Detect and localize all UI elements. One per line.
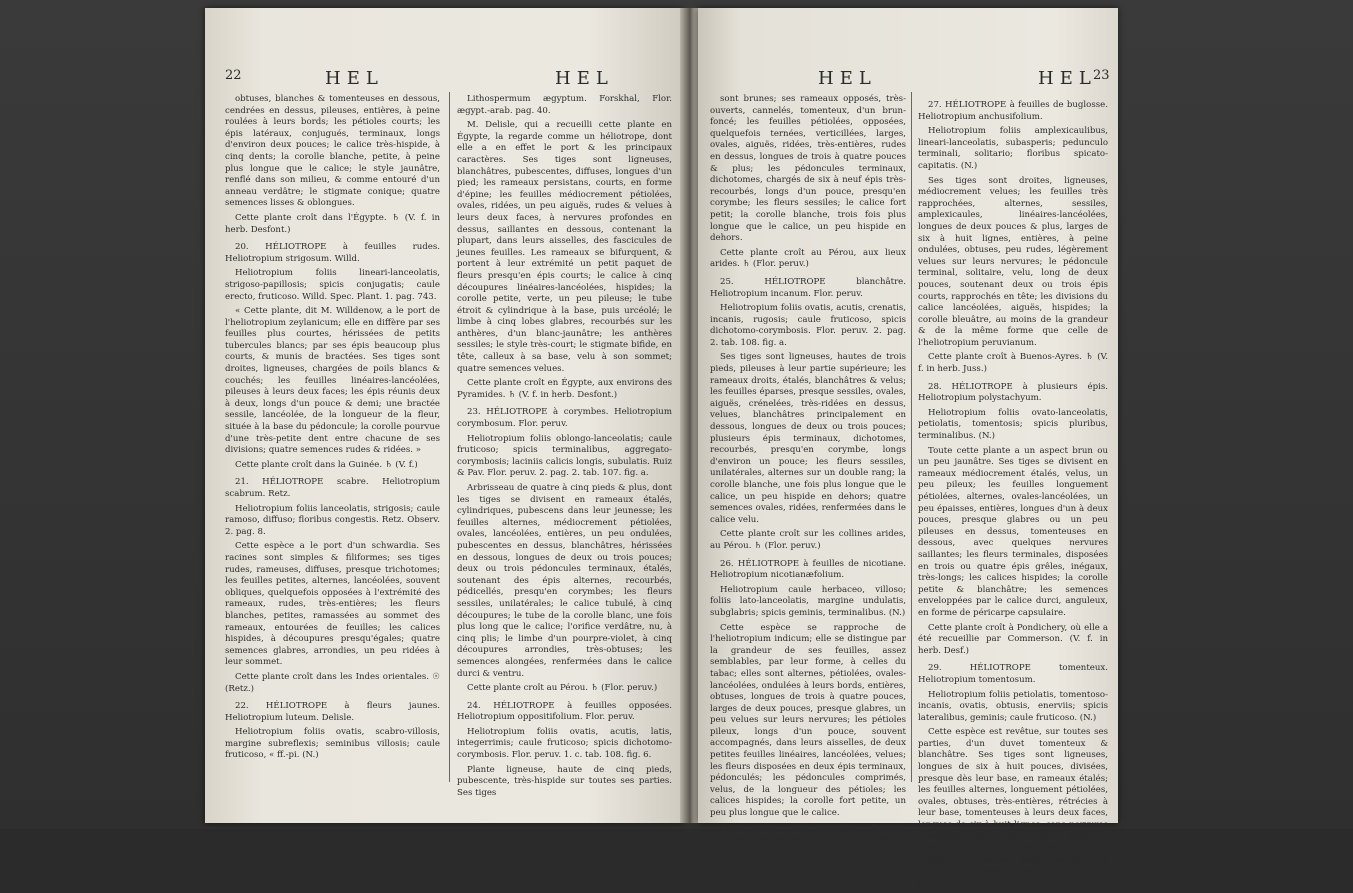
paragraph: Heliotropium caule herbaceo, villoso; foliis lato-lanceolatis, margine undulatis, subglabris; spicis geminis, terminalibus. (N.) bbox=[710, 584, 906, 618]
paragraph: Heliotropium foliis lineari-lanceolatis, strigoso-papillosis; spicis conjugatis; caule erecto, fruticoso. Willd. Spec. Plant. 1. pag. 743. bbox=[225, 268, 440, 302]
paragraph: Cette plante a été recueillie à Buenos-Ayres par Commerson. (V. f. in herb. Juss.) bbox=[710, 822, 906, 845]
paragraph: Cette plante croît à Buenos-Ayres. ♄ (V. f. in herb. Juss.) bbox=[918, 352, 1108, 375]
left-column-1 bbox=[225, 94, 440, 765]
paragraph: « Cette plante, dit M. Willdenow, a le port de l'heliotropium zeylanicum; elle en diffère par ses feuilles plus courtes, hérissées de petits tubercules blancs; par ses épis beaucoup plus courts, & munis de bractées. Ses tiges sont droites, ligneuses, chargées de poils blancs & couchés; les feuilles linéaires-lancéolées, pileuses à leurs deux faces; les épis réunis deux à deux, longs d'un pouce & demi; une bractée sessile, lancéolée, de la longueur de la fleur, située à la base du pédoncule; la corolle pourvue d'une très-petite dent entre chacune de ses divisions; quatre semences rudes & ridées. » bbox=[225, 306, 440, 456]
paragraph: Cette plante croît à Pondichery, où elle a été recueillie par Commerson. (V. f. in herb. Desf.) bbox=[918, 622, 1108, 656]
paragraph: Heliotropium foliis oblongo-lanceolatis; caule fruticoso; spicis terminalibus, aggregato-corymbosis; laciniis calicis longis, subulatis. Ruiz & Pav. Flor. peruv. 2. pag. 2. tab. 107. fig. a. bbox=[457, 433, 672, 479]
right-page bbox=[698, 8, 1118, 888]
paragraph: Heliotropium foliis ovatis, acutis, crenatis, incanis, rugosis; caule fruticoso, spicis dichotomo-corymbosis. Flor. peruv. 2. pag. 2. tab. 108. fig. a. bbox=[710, 303, 906, 348]
paragraph: Cette plante croît au Pérou. ♄ (Flor. peruv.) bbox=[467, 683, 658, 694]
paragraph: Heliotropium foliis amplexicaulibus, lineari-lanceolatis, subasperis; pedunculo terminali, solitario; floribus spicato-capitatis. (N.) bbox=[918, 126, 1108, 171]
paragraph: Cette espèce a le port d'un schwardia. Ses racines sont simples & filiformes; ses tiges rudes, rameuses, diffuses, presque trichotomes; les feuilles petites, alternes, lancéolées, souvent obliques, quelquefois opposées à l'extrémité des rameaux, rudes, très-entières; les fleurs blanches, petites, ramassées au sommet des rameaux, entourées de feuilles; les calices hispides, à découpures presqu'égales; quatre semences glabres, arrondies, un peu ridées à leur sommet. bbox=[225, 541, 440, 668]
running-head-left-col1: HEL bbox=[325, 68, 384, 89]
paragraph: Cette plante croît dans les Indes orientales. ☉ (Retz.) bbox=[225, 671, 440, 694]
paragraph: 22. HÉLIOTROPE à fleurs jaunes. Heliotropium luteum. Delisle. bbox=[225, 701, 440, 723]
paragraph: Heliotropium foliis ovato-lanceolatis, petiolatis, tomentosis; spicis pluribus, terminalibus. (N.) bbox=[918, 407, 1108, 442]
paragraph: obtuses, blanches & tomenteuses en dessous, cendrées en dessus, pileuses, entières, à peine roulées à leurs bords; les pétioles courts; les épis latéraux, conjugués, terminaux, longs d'environ deux pouces; le calice très-hispide, à cinq dents; la corolle blanche, petite, à peine plus longue que le calice; le style jaunâtre, renflé dans son milieu, & comme entouré d'un anneau verdâtre; le stigmate conique; quatre semences lisses & oblongues. bbox=[225, 94, 440, 209]
paragraph: Cette espèce se rapproche de l'heliotropium indicum; elle se distingue par la grandeur de ses feuilles, assez semblables, par leur forme, à celles du tabac; elles sont alternes, pétiolées, ovales-lancéolées, ondulées à leurs bords, entières, obtuses, longues de trois à quatre pouces, larges de deux pouces, presque glabres, un peu velues sur leurs nervures; les pétioles pileux, longs d'un pouce, souvent accompagnés, dans leurs aisselles, de deux petites feuilles linéaires, lancéolées, velues; les fleurs disposées en deux épis terminaux, pédonculés; les pédoncules comprimés, velus, de la longueur des pétioles; les calices hispides; la corolle fort petite, un peu plus longue que le calice. bbox=[710, 622, 906, 819]
running-head-right-col1: HEL bbox=[818, 68, 877, 89]
left-column-2 bbox=[457, 94, 672, 802]
paragraph: Heliotropium foliis petiolatis, tomentoso-incanis, ovatis, obtusis, enerviis; spicis lateralibus, geminis; caule fruticoso. (N.) bbox=[918, 689, 1108, 723]
right-column-1 bbox=[710, 94, 906, 849]
paragraph: 20. HÉLIOTROPE à feuilles rudes. Heliotropium strigosum. Willd. bbox=[225, 242, 440, 264]
paragraph: 24. HÉLIOTROPE à feuilles opposées. Heliotropium oppositifolium. Flor. peruv. bbox=[457, 700, 672, 723]
page-number-right: 23 bbox=[1093, 68, 1110, 83]
paragraph: Cette plante croît au Pérou, aux lieux arides. ♄ (Flor. peruv.) bbox=[710, 247, 906, 270]
paragraph: 23. HÉLIOTROPE à corymbes. Heliotropium corymbosum. Flor. peruv. bbox=[457, 407, 672, 430]
paragraph: Ses tiges sont ligneuses, hautes de trois pieds, pileuses à leur partie supérieure; les rameaux droits, étalés, blanchâtres & velus; les feuilles éparses, presque sessiles, ovales, aiguës, crénelées, très-ridées en dessus, velues, blanchâtres principalement en dessous, longues de deux ou trois pouces; plusieurs épis terminaux, dichotomes, recourbés, presqu'en corymbe, longs d'environ un pouce; les fleurs sessiles, unilatérales, alternes sur un double rang; la corolle blanche, une fois plus longue que le calice, un peu hispide en dehors; quatre semences ovales, ridées, renfermées dans le calice velu. bbox=[710, 352, 906, 525]
paragraph: Cette plante croît en Égypte, aux environs des Pyramides. ♄ (V. f. in herb. Desfont.) bbox=[457, 378, 672, 400]
running-head-left-col2: HEL bbox=[555, 68, 614, 89]
paragraph: Cette plante croît dans l'Égypte. ♄ (V. f. in herb. Desfont.) bbox=[225, 212, 440, 235]
paragraph: Heliotropium foliis ovatis, scabro-villosis, margine subreflexis; seminibus villosis; caule fruticoso, « ff.-pi. (N.) bbox=[225, 727, 440, 761]
paragraph: 28. HÉLIOTROPE à plusieurs épis. Heliotropium polystachyum. bbox=[918, 381, 1108, 404]
paragraph: Cette plante croît dans la Guinée. ♄ (V. f.) bbox=[235, 459, 418, 470]
paragraph: Lithospermum ægyptum. Forskhal, Flor. ægypt.-arab. pag. 40. bbox=[457, 94, 672, 116]
right-column-2 bbox=[918, 94, 1108, 893]
column-rule bbox=[911, 92, 912, 782]
paragraph: M. Delisle, qui a recueilli cette plante en Égypte, la regarde comme un héliotrope, dont elle a en effet le port & les principaux caractères. Ses tiges sont ligneuses, blanchâtres, pubescentes, diffuses, longues d'un pied; les rameaux persistans, courts, en forme d'épine; les feuilles médiocrement pétiolées, ovales, ridées, un peu aiguës, rudes & velues à leurs deux faces, à nervures profondes en dessus, saillantes en dessous, contenant la plupart, dans leurs aisselles, des fascicules de jeunes feuilles. Les rameaux se bifurquent, & portent à leur extrémité un petit paquet de fleurs presqu'en épis courts; le calice à cinq découpures linéaires-lancéolées, hispides; la corolle petite, verte, un peu pileuse; le tube étroit & cylindrique à la base, puis urcéolé; le limbe à cinq lobes glabres, recourbés sur les anthères, d'un blanc-jaunâtre; les anthères sessiles; le style très-court; le stigmate bifide, en tête, calleux à sa base, velu à son sommet; quatre semences velues. bbox=[457, 120, 672, 374]
paragraph: Plante ligneuse, haute de cinq pieds, pubescente, très-hispide sur toutes ses parties. Ses tiges bbox=[457, 764, 672, 798]
paragraph: Heliotropium foliis ovatis, acutis, latis, integerrimis; caule fruticoso; spicis dichotomo-corymbosis. Flor. peruv. 1. c. tab. 108. fig. 6. bbox=[457, 726, 672, 761]
left-page bbox=[205, 8, 683, 823]
page-number-left: 22 bbox=[225, 68, 242, 83]
paragraph: Cette espèce est revêtue, sur toutes ses parties, d'un duvet tomenteux & blanchâtre. Ses tiges sont ligneuses, longues de six à huit pouces, divisées, presque dès leur base, en rameaux étalés; les feuilles alternes, longuement pétiolées, ovales, obtuses, très-entières, rétrécies à leur base, tomenteuses à leurs deux faces, longues de six à huit lignes, sans nervures sensibles; les pédoncules latéraux, terminés par deux épis droits, un peu roulés à leur sommet, longs d'un pouce, à fleurs unilatérales, accompagnées de petites bbox=[918, 727, 1108, 888]
paragraph: Cette plante croît sur les collines arides, au Pérou. ♄ (Flor. peruv.) bbox=[710, 529, 906, 551]
paragraph: 25. HÉLIOTROPE blanchâtre. Heliotropium incanum. Flor. peruv. bbox=[710, 276, 906, 299]
paragraph: Heliotropium foliis lanceolatis, strigosis; caule ramoso, diffuso; floribus congestis. Retz. Observ. 2. pag. 8. bbox=[225, 503, 440, 537]
running-head-right-col2: HEL bbox=[1038, 68, 1097, 89]
paragraph: Arbrisseau de quatre à cinq pieds & plus, dont les tiges se divisent en rameaux étalés, cylindriques, pubescens dans leur jeunesse; les feuilles alternes, médiocrement pétiolées, ovales, lancéolées, entières, un peu ondulées, pubescentes en dessus, blanchâtres, hérissées en dessous, longues de deux ou trois pouces; deux ou trois pédoncules terminaux, étalés, soutenant des épis alternes, recourbés, pédicellés, presqu'en corymbes; les fleurs sessiles, unilatérales; le calice tubulé, à cinq découpures; le tube de la corolle blanc, une fois plus long que le calice; l'orifice verdâtre, nu, à cinq plis; le limbe d'un pourpre-violet, à cinq découpures arrondies, très-obtuses; les semences alongées, renfermées dans le calice durci & ventru. bbox=[457, 483, 672, 679]
paragraph: Ses tiges sont droites, ligneuses, médiocrement velues; les feuilles très rapprochées, alternes, sessiles, amplexicaules, linéaires-lancéolées, longues de deux pouces & plus, larges de six à huit lignes, entières, à peine ondulées, obtuses, peu rudes, légèrement velues sur leurs nervures; le pédoncule terminal, solitaire, velu, long de deux pouces, soutenant deux ou trois épis courts, rapprochés en tête; les divisions du calice lancéolées, aiguës, hispides; la corolle bleuâtre, au moins de la grandeur & de la même forme que celle de l'heliotropium peruvianum. bbox=[918, 175, 1108, 348]
paragraph: 26. HÉLIOTROPE à feuilles de nicotiane. Heliotropium nicotianæfolium. bbox=[710, 558, 906, 581]
paragraph: 21. HÉLIOTROPE scabre. Heliotropium scabrum. Retz. bbox=[225, 477, 440, 499]
column-rule bbox=[449, 92, 450, 782]
paragraph: 27. HÉLIOTROPE à feuilles de buglosse. Heliotropium anchusifolium. bbox=[918, 100, 1108, 122]
paragraph: sont brunes; ses rameaux opposés, très-ouverts, cannelés, tomenteux, d'un brun-foncé; les feuilles pétiolées, opposées, quelquefois ternées, verticillées, larges, ovales, aiguës, ridées, très-entières, rudes en dessus, longues de trois à quatre pouces & plus; les pédoncules terminaux, dichotomes, chargés de six à neuf épis très-recourbés, longs d'un pouce, presqu'en corymbe; les fleurs sessiles; le calice fort petit; la corolle blanche, trois fois plus longue que le calice, un peu hispide en dehors. bbox=[710, 94, 906, 244]
paragraph: 29. HÉLIOTROPE tomenteux. Heliotropium tomentosum. bbox=[918, 663, 1108, 685]
paragraph: Toute cette plante a un aspect brun ou un peu jaunâtre. Ses tiges se divisent en rameaux médiocrement étalés, velus, un peu pileux; les feuilles longuement pétiolées, alternes, ovales-lancéolées, un peu épaisses, entières, longues d'un à deux pouces, presque glabres ou un peu pileuses en dessus, tomenteuses en dessous, avec quelques nervures saillantes; les fleurs terminales, disposées en trois ou quatre épis grêles, inégaux, très-longs; les calices hispides; la corolle petite & blanchâtre; les semences enveloppées par le calice durci, anguleux, en forme de péricarpe capsulaire. bbox=[918, 445, 1108, 618]
